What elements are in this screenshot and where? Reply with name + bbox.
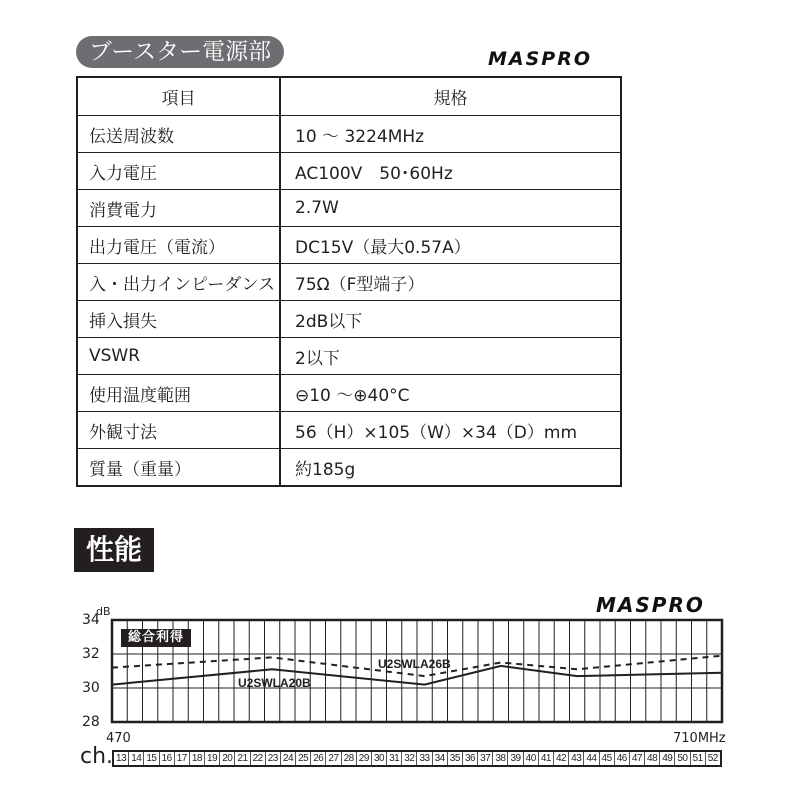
channel-cell: 52 — [707, 753, 718, 764]
row-spec: 10 ～ 3224MHz — [280, 116, 621, 153]
series-label-u2swla20b: U2SWLA20B — [238, 676, 311, 690]
channel-cell: 40 — [524, 752, 539, 765]
row-item: 消費電力 — [77, 190, 280, 227]
channel-cell: 21 — [235, 752, 250, 765]
channel-cell: 17 — [175, 752, 190, 765]
channel-cell: 18 — [190, 752, 205, 765]
row-item: 出力電圧（電流） — [77, 227, 280, 264]
section-title-booster-power: ブースター電源部 — [76, 36, 284, 68]
header-item: 項目 — [77, 77, 280, 116]
channel-cell: 22 — [251, 752, 266, 765]
channel-strip — [112, 750, 722, 767]
channel-cell: 30 — [372, 752, 387, 765]
maspro-logo: MASPRO — [488, 48, 593, 70]
channel-cell: 48 — [645, 752, 660, 765]
channel-cell: 44 — [584, 752, 599, 765]
row-item: 伝送周波数 — [77, 116, 280, 153]
row-item: 入力電圧 — [77, 153, 280, 190]
channel-cell: 38 — [493, 752, 508, 765]
maspro-logo-chart: MASPRO — [596, 593, 705, 617]
y-tick-34: 34 — [82, 612, 100, 628]
row-spec: ⊖10 ～⊕40°C — [280, 375, 621, 412]
channel-cell: 24 — [281, 752, 296, 765]
row-spec: 2.7W — [280, 190, 621, 227]
channel-cell: 43 — [569, 752, 584, 765]
series-label-u2swla26b: U2SWLA26B — [378, 657, 451, 671]
channel-cell: 33 — [417, 752, 432, 765]
channel-cell: 47 — [630, 752, 645, 765]
channel-cell: 23 — [266, 752, 281, 765]
chart-label-total-gain: 総合利得 — [121, 629, 191, 647]
channel-cell: 34 — [433, 752, 448, 765]
channel-cell: 37 — [478, 752, 493, 765]
section-title-performance: 性能 — [74, 528, 154, 572]
channel-cell: 14 — [129, 752, 144, 765]
channel-cell: 36 — [463, 752, 478, 765]
row-item: VSWR — [77, 338, 280, 375]
channel-cell: 13 — [114, 752, 129, 765]
channel-cell: 19 — [205, 752, 220, 765]
row-item: 質量（重量） — [77, 449, 280, 487]
channel-cell: 42 — [554, 752, 569, 765]
row-item: 外観寸法 — [77, 412, 280, 449]
row-spec: 75Ω（F型端子） — [280, 264, 621, 301]
channel-cell: 28 — [342, 752, 357, 765]
channel-cell: 46 — [615, 752, 630, 765]
channel-cell: 35 — [448, 752, 463, 765]
row-spec: 2以下 — [280, 338, 621, 375]
channel-cell: 45 — [600, 752, 615, 765]
channel-cell: 50 — [675, 752, 690, 765]
channel-cell: 29 — [357, 752, 372, 765]
channel-cell: 15 — [144, 752, 159, 765]
row-item: 入・出力インピーダンス — [77, 264, 280, 301]
channel-cell: 16 — [160, 752, 175, 765]
row-spec: 約185g — [280, 449, 621, 487]
y-tick-28: 28 — [82, 714, 100, 730]
header-spec: 規格 — [280, 77, 621, 116]
row-spec: 56（H）×105（W）×34（D）mm — [280, 412, 621, 449]
channel-cell: 25 — [296, 752, 311, 765]
channel-cell: 49 — [660, 752, 675, 765]
channel-cell: 26 — [311, 752, 326, 765]
row-item: 使用温度範囲 — [77, 375, 280, 412]
channel-cell: 32 — [402, 752, 417, 765]
y-tick-30: 30 — [82, 680, 100, 696]
channel-cell: 20 — [220, 752, 235, 765]
channel-cell: 41 — [539, 752, 554, 765]
channel-cell: 39 — [508, 752, 523, 765]
y-tick-32: 32 — [82, 646, 100, 662]
row-spec: 2dB以下 — [280, 301, 621, 338]
row-spec: AC100V 50･60Hz — [280, 153, 621, 190]
row-spec: DC15V（最大0.57A） — [280, 227, 621, 264]
y-unit-label: dB — [96, 605, 111, 618]
channel-cell: 31 — [387, 752, 402, 765]
channel-cell: 27 — [326, 752, 341, 765]
row-item: 挿入損失 — [77, 301, 280, 338]
x-start-label: 470 — [106, 731, 131, 746]
x-end-label: 710MHz — [673, 731, 726, 746]
channel-cell: 51 — [691, 752, 706, 765]
channel-axis-label: ch. — [80, 744, 114, 769]
